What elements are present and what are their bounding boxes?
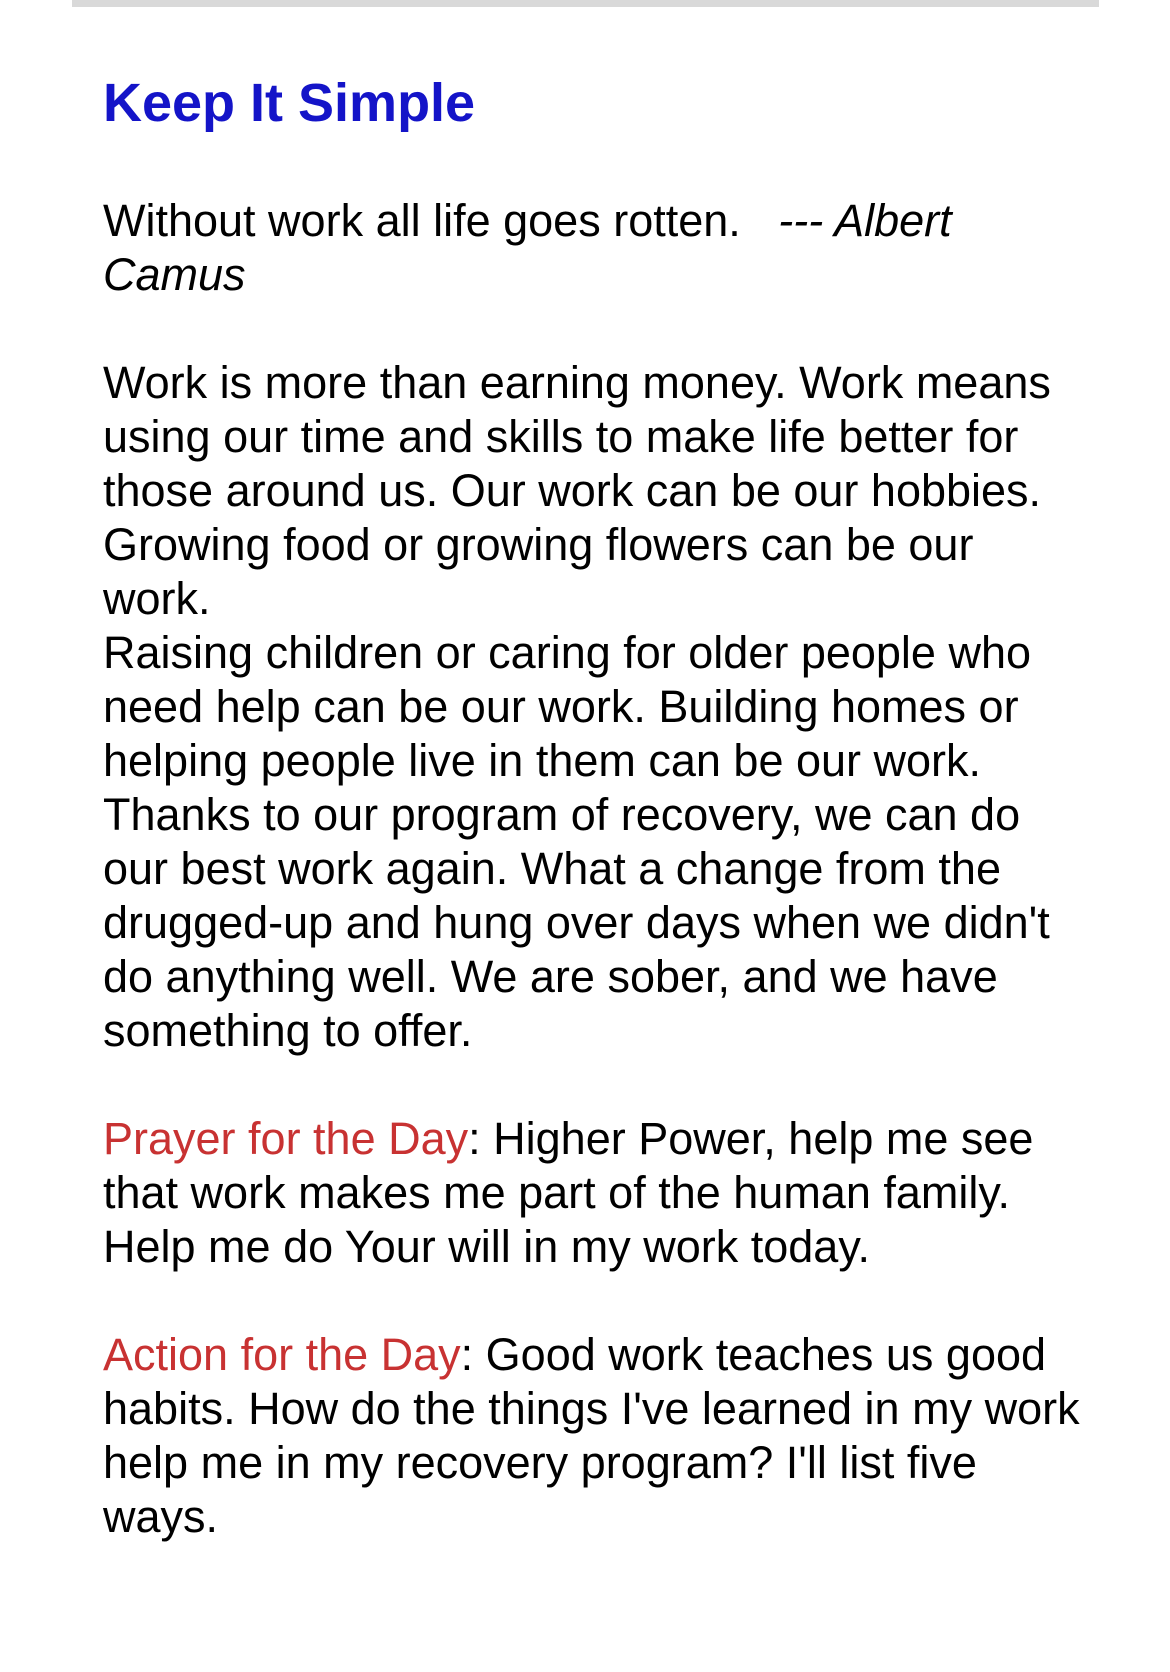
quote-author: --- Albert Camus bbox=[103, 195, 952, 300]
action-section bbox=[103, 1328, 1088, 1544]
prayer-text: : Higher Power, help me see that work makes me part of the human family. Help me do Your will in my work today. bbox=[103, 1113, 1034, 1272]
body-paragraph-1: Work is more than earning money. Work means using our time and skills to make life better for those around us. Our work can be our hobbies. Growing food or growing flowers can be our work. bbox=[103, 357, 1051, 624]
article bbox=[103, 68, 1088, 1544]
action-text: : Good work teaches us good habits. How do the things I've learned in my work help me in my recovery program? I'll list five ways. bbox=[103, 1329, 1080, 1542]
top-divider bbox=[72, 0, 1099, 7]
prayer-section bbox=[103, 1112, 1088, 1274]
quote bbox=[103, 194, 1088, 302]
quote-text: Without work all life goes rotten. bbox=[103, 195, 741, 246]
page-title: Keep It Simple bbox=[103, 73, 476, 133]
body-paragraphs bbox=[103, 356, 1088, 1058]
action-label: Action for the Day bbox=[103, 1329, 461, 1380]
prayer-label: Prayer for the Day bbox=[103, 1113, 469, 1164]
body-paragraph-2: Raising children or caring for older people who need help can be our work. Building homes or helping people live in them can be our work. Thanks to our program of recovery, we can do our best work again. What a change from the drugged-up and hung over days when we didn't do anything well. We are sober, and we have something to offer. bbox=[103, 627, 1050, 1056]
